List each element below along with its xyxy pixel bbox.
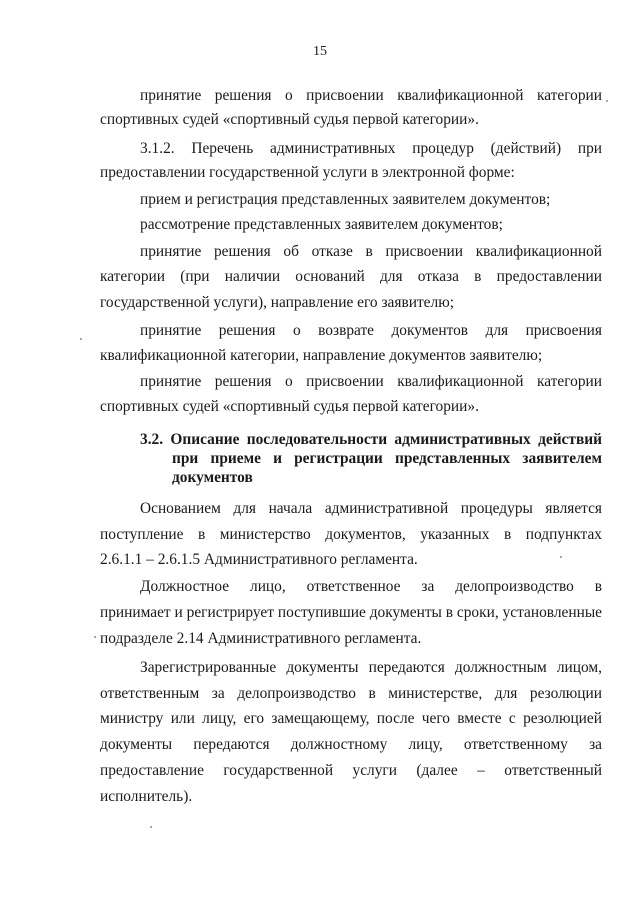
scan-speck [606, 100, 608, 102]
section-heading: 3.2. Описание последовательности административных действий [140, 431, 602, 448]
scan-speck [80, 338, 82, 340]
paragraph-line: исполнитель). [100, 788, 193, 805]
section-heading: при приеме и регистрации представленных заявителем [172, 450, 602, 467]
paragraph-line: спортивных судей «спортивный судья первой категории». [100, 111, 479, 128]
scan-speck [560, 556, 562, 558]
scan-speck [150, 826, 152, 828]
paragraph-line: министру или лицу, его замещающему, после чего вместе с резолюцией [100, 710, 602, 727]
section-312-line: 3.1.2. Перечень административных процедур (действий) при [140, 140, 602, 157]
paragraph-line: Основанием для начала административной процедуры является [140, 500, 602, 517]
paragraph-line: документы передаются должностному лицу, ответственному за [100, 736, 602, 753]
list-item: рассмотрение представленных заявителем документов; [140, 216, 503, 233]
paragraph-line: поступление в министерство документов, указанных в подпунктах [100, 526, 602, 543]
paragraph-line: 2.6.1.1 – 2.6.1.5 Административного регламента. [100, 551, 418, 568]
paragraph-line: предоставление государственной услуги (далее – ответственный [100, 762, 602, 779]
list-item: принятие решения об отказе в присвоении квалификационной [140, 243, 602, 260]
list-item: квалификационной категории, направление документов заявителю; [100, 347, 543, 364]
list-item: государственной услуги), направление его заявителю; [100, 294, 454, 311]
scan-speck [94, 636, 96, 638]
paragraph-line: Зарегистрированные документы передаются должностным лицом, [140, 659, 602, 676]
list-item: принятие решения о присвоении квалификационной категории [140, 373, 602, 390]
paragraph-line: принимает и регистрирует поступившие документы в сроки, установленные [100, 604, 602, 621]
paragraph-line: подразделе 2.14 Административного регламента. [100, 630, 422, 647]
list-item: принятие решения о возврате документов для присвоения [140, 322, 602, 339]
list-item: категории (при наличии оснований для отказа в предоставлении [100, 268, 602, 285]
list-item: прием и регистрация представленных заявителем документов; [140, 191, 551, 208]
paragraph-line: ответственным за делопроизводство в министерстве, для резолюции [100, 685, 602, 702]
paragraph-line: Должностное лицо, ответственное за делопроизводство в [140, 578, 602, 595]
page-number: 15 [313, 44, 327, 59]
section-312-line: предоставлении государственной услуги в электронной форме: [100, 164, 515, 181]
list-item: спортивных судей «спортивный судья первой категории». [100, 398, 479, 415]
paragraph-line: принятие решения о присвоении квалификационной категории [140, 87, 602, 104]
section-heading: документов [172, 469, 253, 486]
